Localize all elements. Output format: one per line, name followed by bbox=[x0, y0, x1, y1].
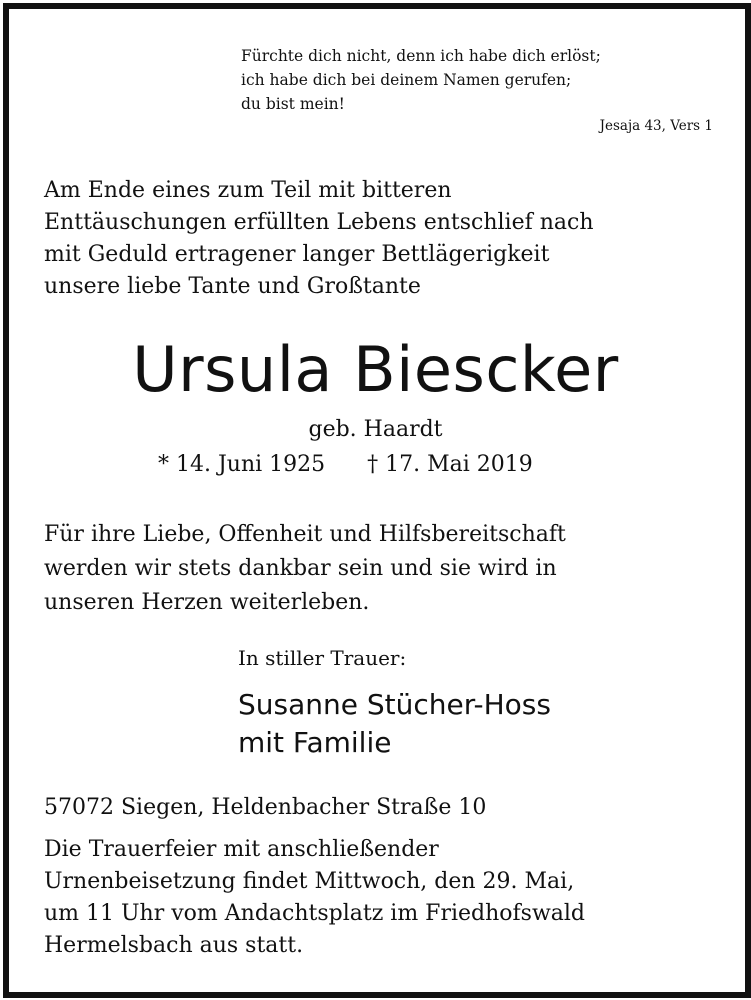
birth-date: * 14. Juni 1925 bbox=[158, 452, 326, 477]
verse-line: Fürchte dich nicht, denn ich habe dich erlöst; bbox=[241, 47, 601, 65]
birth-name: geb. Haardt bbox=[308, 417, 443, 442]
deceased-name: Ursula Biescker bbox=[132, 333, 619, 406]
life-dates bbox=[158, 452, 533, 477]
intro-line: mit Geduld ertragener langer Bettlägerigkeit bbox=[44, 242, 550, 267]
intro-line: Enttäuschungen erfüllten Lebens entschlief nach bbox=[44, 210, 594, 235]
mourning-label: In stiller Trauer: bbox=[238, 646, 407, 670]
mourner-name: mit Familie bbox=[238, 726, 392, 759]
tribute-line: Für ihre Liebe, Offenheit und Hilfsbereitschaft bbox=[44, 522, 566, 547]
verse-line: ich habe dich bei deinem Namen gerufen; bbox=[241, 71, 572, 89]
verse-source: Jesaja 43, Vers 1 bbox=[599, 118, 713, 134]
intro-text bbox=[44, 175, 594, 303]
death-date: † 17. Mai 2019 bbox=[367, 452, 533, 477]
address: 57072 Siegen, Heldenbacher Straße 10 bbox=[44, 795, 487, 820]
mourner-name: Susanne Stücher-Hoss bbox=[238, 688, 551, 721]
tribute-line: unseren Herzen weiterleben. bbox=[44, 590, 370, 615]
funeral-line: Urnenbeisetzung findet Mittwoch, den 29. Mai, bbox=[44, 869, 575, 894]
verse-line: du bist mein! bbox=[241, 95, 345, 113]
tribute-line: werden wir stets dankbar sein und sie wird in bbox=[44, 556, 557, 581]
funeral-line: Die Trauerfeier mit anschließender bbox=[44, 837, 439, 862]
intro-line: Am Ende eines zum Teil mit bitteren bbox=[44, 178, 452, 203]
intro-line: unsere liebe Tante und Großtante bbox=[44, 274, 421, 299]
mourner-names bbox=[238, 686, 551, 762]
tribute-text bbox=[44, 518, 566, 620]
funeral-info bbox=[44, 834, 585, 962]
bible-verse bbox=[241, 44, 601, 116]
funeral-line: um 11 Uhr vom Andachtsplatz im Friedhofswald bbox=[44, 901, 586, 926]
funeral-line: Hermelsbach aus statt. bbox=[44, 933, 304, 958]
